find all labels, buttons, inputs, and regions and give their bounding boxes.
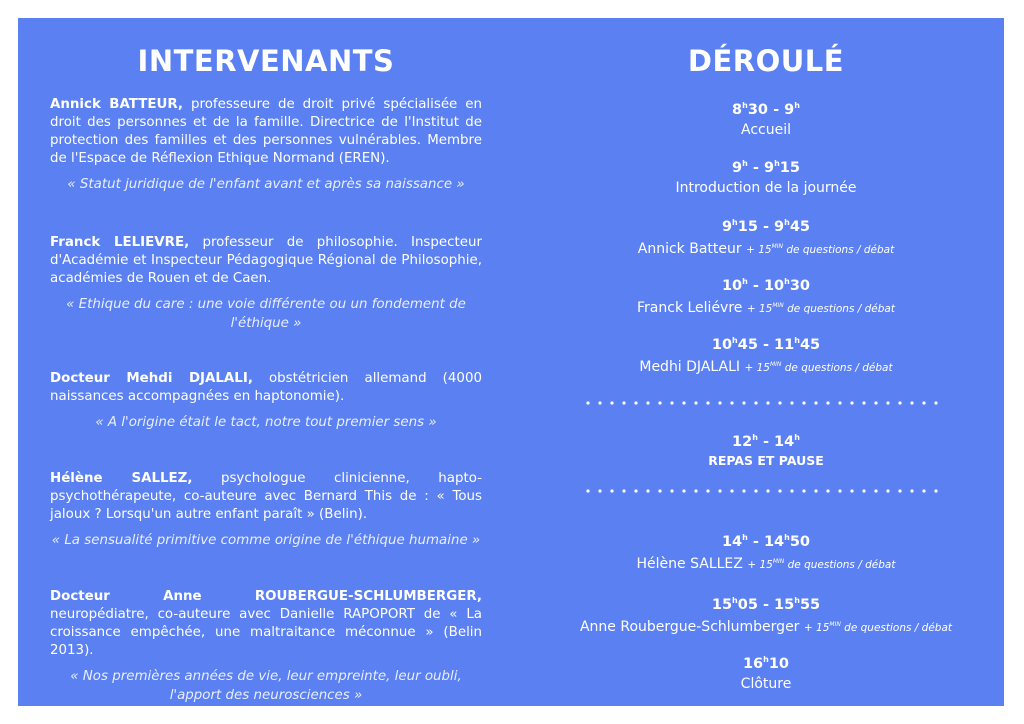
separator-dot xyxy=(694,401,697,404)
slot-label xyxy=(566,355,966,378)
separator-dot xyxy=(742,489,745,492)
speaker-entry xyxy=(50,96,482,194)
schedule-slot xyxy=(566,428,966,470)
schedule-slot xyxy=(566,154,966,198)
separator-dot xyxy=(862,489,865,492)
talk-title: « Ethique du care : une voie différente ou un fondement de l'éthique » xyxy=(66,297,466,331)
slot-label-text: REPAS ET PAUSE xyxy=(708,453,824,468)
separator-dot xyxy=(778,401,781,404)
talk-title: « La sensualité primitive comme origine de l'éthique humaine » xyxy=(51,533,481,548)
time-sup: h xyxy=(742,101,748,110)
speaker-bio xyxy=(50,234,482,288)
question-note-sup: MIN xyxy=(772,558,785,565)
separator-dot xyxy=(682,401,685,404)
speaker-description: psychologue clinicienne, hapto-psychothérapeute, co-auteure avec Bernard This de : « Tous jaloux ? Lorsqu'un autre enfant paraît » (Belin). xyxy=(50,471,482,522)
separator-dot xyxy=(910,401,913,404)
question-note: + $15^{MIN}$ de questions / débat xyxy=(746,243,895,256)
slot-time: 8$^h$30 - 9$^h$ xyxy=(732,101,800,118)
separator-dot xyxy=(850,401,853,404)
slot-time: 12$^h$ - 14$^h$ xyxy=(732,433,800,450)
speaker-entry xyxy=(50,588,482,705)
separator-dot xyxy=(598,489,601,492)
slot-label xyxy=(566,674,966,694)
question-note: + $15^{MIN}$ de questions / débat xyxy=(744,361,893,374)
slot-label-text: Hélène SALLEZ xyxy=(636,556,743,572)
slot-label xyxy=(566,237,966,260)
separator-dot xyxy=(898,401,901,404)
separator-dot xyxy=(790,489,793,492)
separator-dot xyxy=(874,401,877,404)
separator-dot xyxy=(634,489,637,492)
time-sup: h xyxy=(732,218,738,227)
slot-label-text: Anne Roubergue-Schlumberger xyxy=(579,619,800,635)
slot-time: 14$^h$ - 14$^h$50 xyxy=(721,533,811,550)
separator-dot xyxy=(706,401,709,404)
talk-title: « Nos premières années de vie, leur empreinte, leur oubli, l'apport des neurosciences » xyxy=(70,669,462,703)
separator-dot xyxy=(670,489,673,492)
separator-dot xyxy=(718,489,721,492)
separator-dot xyxy=(742,401,745,404)
schedule-slot xyxy=(566,96,966,140)
time-sup: h xyxy=(774,159,780,168)
separator-dot xyxy=(610,489,613,492)
program-panel xyxy=(18,18,1004,706)
separator-dot xyxy=(790,401,793,404)
time-sup: h xyxy=(794,336,800,345)
slot-label-text: Franck Leliévre xyxy=(637,300,743,316)
separator-dot xyxy=(634,401,637,404)
separator-dot xyxy=(622,401,625,404)
separator-dot xyxy=(826,489,829,492)
slot-time: 15$^h$05 - 15$^h$55 xyxy=(711,596,821,613)
slot-label-text: Clôture xyxy=(740,676,792,692)
separator-dot xyxy=(754,401,757,404)
speaker-name: Docteur Mehdi DJALALI, xyxy=(50,371,253,386)
speaker-bio xyxy=(50,588,482,660)
separator-dot xyxy=(646,489,649,492)
time-sup: h xyxy=(732,336,738,345)
separator-dot xyxy=(850,489,853,492)
speaker-bio xyxy=(50,470,482,524)
speaker-name: Hélène SALLEZ, xyxy=(50,471,193,486)
separator-dot xyxy=(802,401,805,404)
separator-dots xyxy=(586,489,946,493)
slot-time: 10$^h$45 - 11$^h$45 xyxy=(711,336,821,353)
question-note-sup: MIN xyxy=(829,621,841,628)
slot-label xyxy=(566,615,966,638)
slot-label-text: Medhi DJALALI xyxy=(639,359,741,375)
separator-dot xyxy=(718,401,721,404)
separator-dot xyxy=(658,401,661,404)
speaker-description: obstétricien allemand (4000 naissances accompagnées en haptonomie). xyxy=(50,371,482,404)
time-sup: h xyxy=(784,218,790,227)
separator-dot xyxy=(706,489,709,492)
separator-dot xyxy=(730,401,733,404)
separator-dot xyxy=(922,401,925,404)
speakers-column xyxy=(50,40,483,703)
speakers-title: INTERVENANTS xyxy=(137,44,395,78)
question-note-sup: MIN xyxy=(771,243,784,250)
speaker-name: Docteur Anne ROUBERGUE-SCHLUMBERGER, xyxy=(50,589,482,604)
slot-label xyxy=(566,120,966,140)
separator-dot xyxy=(682,489,685,492)
separator-dot xyxy=(862,401,865,404)
speaker-bio xyxy=(50,370,482,406)
time-sup: h xyxy=(784,533,790,542)
time-sup: h xyxy=(732,596,738,605)
talk-title: « Statut juridique de l'enfant avant et après sa naissance » xyxy=(67,177,465,192)
speaker-entry xyxy=(50,234,482,333)
separator-dot xyxy=(886,489,889,492)
question-note: + $15^{MIN}$ de questions / débat xyxy=(747,558,896,571)
slot-time: 9$^h$ - 9$^h$15 xyxy=(732,159,800,176)
schedule-slot xyxy=(566,591,966,638)
speaker-description: professeure de droit privé spécialisée en droit des personnes et de la famille. Directrice de l'Institut de protection des familles et des personnes vulnérables. Membre de l'Espace de Réflexion Ethique Normand (EREN). xyxy=(50,97,483,166)
time-sup: h xyxy=(794,596,800,605)
separator-dot xyxy=(922,489,925,492)
schedule-column xyxy=(566,40,966,692)
speaker-description: professeur de philosophie. Inspecteur d'Académie et Inspecteur Pédagogique Régional de Philosophie, académies de Rouen et de Caen. xyxy=(50,235,482,286)
separator-dot xyxy=(838,401,841,404)
separator-dot xyxy=(670,401,673,404)
speaker-name: Annick BATTEUR, xyxy=(50,97,184,112)
separator-dot xyxy=(586,401,589,404)
slot-label xyxy=(566,452,966,470)
separator-dot xyxy=(766,489,769,492)
slot-label-text: Introduction de la journée xyxy=(675,180,857,196)
time-sup: h xyxy=(763,655,769,664)
slot-time: 10$^h$ - 10$^h$30 xyxy=(721,277,811,294)
time-sup: h xyxy=(742,533,748,542)
separator-dot xyxy=(934,401,937,404)
separator-dot xyxy=(730,489,733,492)
separator-dots xyxy=(586,401,946,405)
separator-dot xyxy=(646,401,649,404)
schedule-slot xyxy=(566,331,966,378)
separator-dot xyxy=(586,489,589,492)
schedule-title: DÉROULÉ xyxy=(687,44,845,78)
separator-dot xyxy=(886,401,889,404)
speaker-name: Franck LELIEVRE, xyxy=(50,235,190,250)
slot-time: 9$^h$15 - 9$^h$45 xyxy=(721,218,811,235)
slot-time: 16$^h$10 xyxy=(742,655,790,672)
separator-dot xyxy=(754,489,757,492)
slot-label xyxy=(566,178,966,198)
separator-dot xyxy=(778,489,781,492)
time-sup: h xyxy=(742,277,748,286)
time-sup: h xyxy=(742,159,748,168)
time-sup: h xyxy=(794,101,800,110)
separator-dot xyxy=(838,489,841,492)
question-note-sup: MIN xyxy=(769,361,782,368)
separator-dot xyxy=(766,401,769,404)
separator-dot xyxy=(934,489,937,492)
slot-label xyxy=(566,552,966,575)
question-note-sup: MIN xyxy=(772,302,784,309)
speaker-description: neuropédiatre, co-auteure avec Danielle RAPOPORT de « La croissance empêchée, une maltraitance méconnue » (Belin 2013). xyxy=(50,607,482,658)
time-sup: h xyxy=(784,277,790,286)
speaker-entry xyxy=(50,470,482,550)
time-sup: h xyxy=(794,433,800,442)
slot-label xyxy=(566,296,966,319)
question-note: + $15^{MIN}$ de questions / débat xyxy=(746,302,895,315)
separator-dot xyxy=(694,489,697,492)
separator-dot xyxy=(658,489,661,492)
separator-dot xyxy=(874,489,877,492)
separator-dot xyxy=(802,489,805,492)
slot-label-text: Accueil xyxy=(741,122,791,138)
schedule-slot xyxy=(566,528,966,575)
separator-dot xyxy=(814,489,817,492)
speaker-entry xyxy=(50,370,482,432)
separator-dot xyxy=(814,401,817,404)
separator-dot xyxy=(622,489,625,492)
talk-title: « A l'origine était le tact, notre tout premier sens » xyxy=(95,415,437,430)
separator-dot xyxy=(826,401,829,404)
schedule-slot xyxy=(566,650,966,694)
separator-dot xyxy=(910,489,913,492)
separator-dot xyxy=(598,401,601,404)
schedule-slot xyxy=(566,213,966,260)
speaker-bio xyxy=(50,96,482,168)
time-sup: h xyxy=(752,433,758,442)
schedule-slot xyxy=(566,272,966,319)
slot-label-text: Annick Batteur xyxy=(637,241,742,257)
question-note: + $15^{MIN}$ de questions / débat xyxy=(803,621,953,634)
separator-dot xyxy=(898,489,901,492)
separator-dot xyxy=(610,401,613,404)
